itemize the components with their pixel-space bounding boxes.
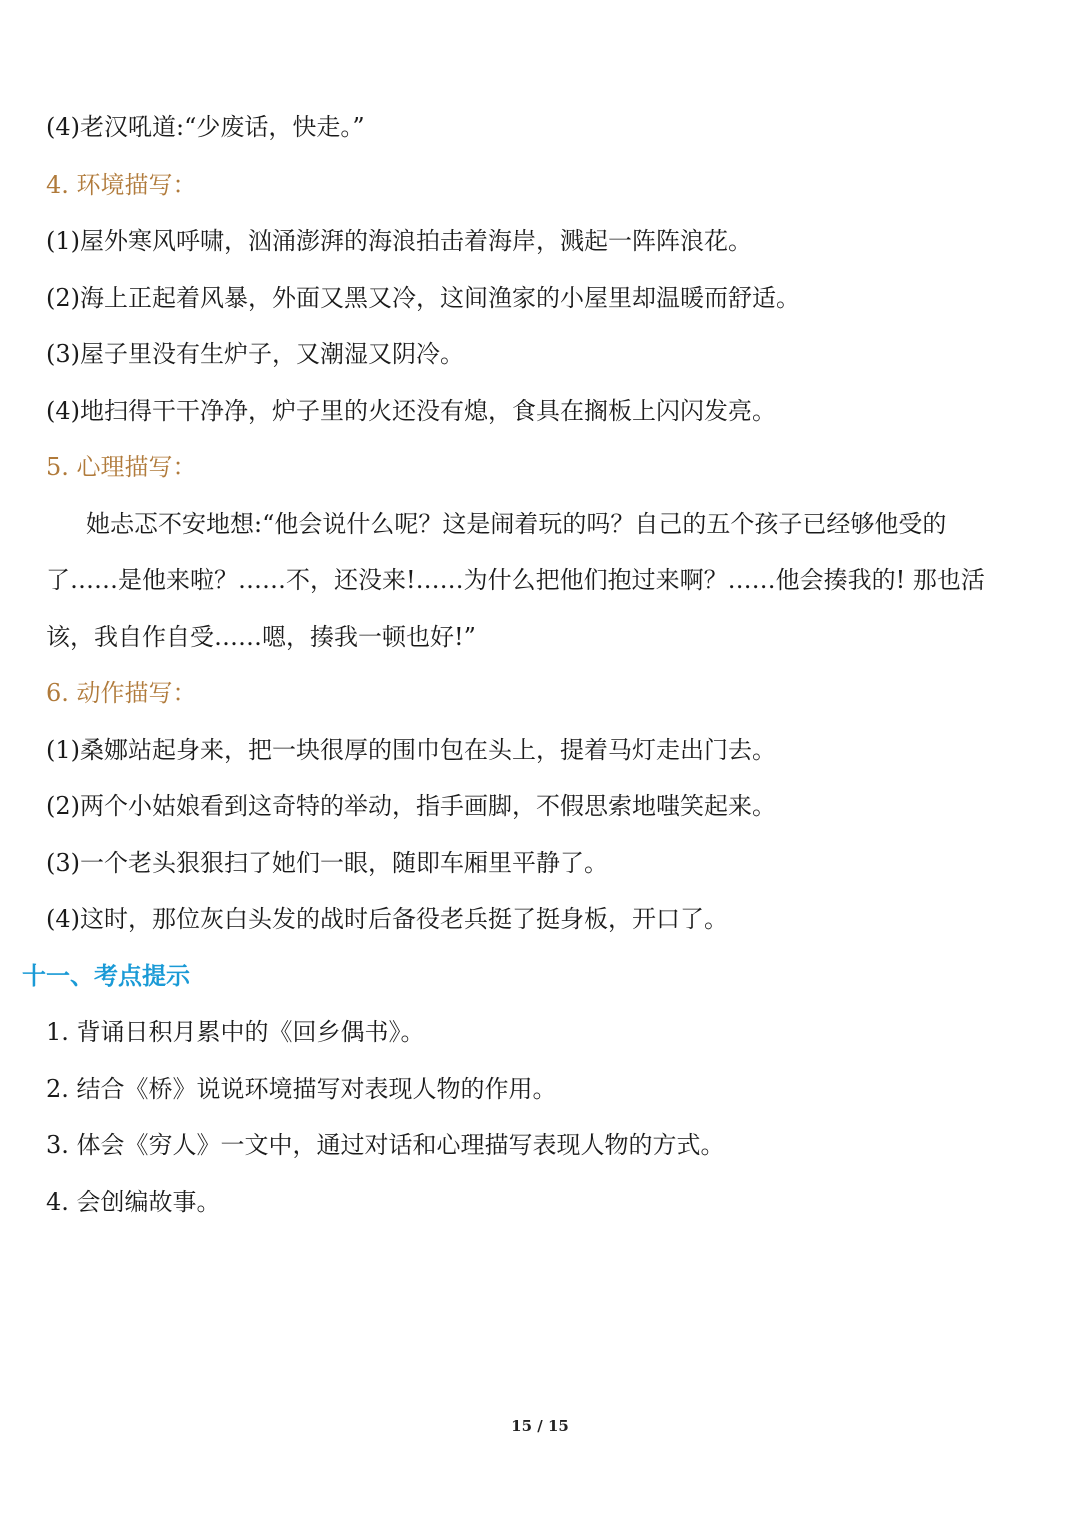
exam-tip-1: 1. 背诵日积月累中的《回乡偶书》。: [46, 1018, 425, 1046]
environment-heading: 4. 环境描写：: [46, 171, 197, 199]
environment-item-1: (1)屋外寒风呼啸，汹涌澎湃的海浪拍击着海岸，溅起一阵阵浪花。: [46, 227, 752, 255]
exam-tip-4: 4. 会创编故事。: [46, 1188, 221, 1216]
action-item-4: (4)这时，那位灰白头发的战时后备役老兵挺了挺身板，开口了。: [46, 905, 728, 933]
psychology-line-1: 她忐忑不安地想:“他会说什么呢？这是闹着玩的吗？自己的五个孩子已经够他受的: [86, 510, 947, 538]
environment-item-3: (3)屋子里没有生炉子，又潮湿又阴冷。: [46, 340, 464, 368]
psychology-heading: 5. 心理描写：: [46, 453, 197, 481]
action-item-3: (3)一个老头狠狠扫了她们一眼，随即车厢里平静了。: [46, 849, 608, 877]
action-item-1: (1)桑娜站起身来，把一块很厚的围巾包在头上，提着马灯走出门去。: [46, 736, 776, 764]
action-item-2: (2)两个小姑娘看到这奇特的举动，指手画脚，不假思索地嗤笑起来。: [46, 792, 776, 820]
dialogue-line-4: (4)老汉吼道:“少废话，快走。”: [46, 113, 365, 141]
environment-item-2: (2)海上正起着风暴，外面又黑又冷，这间渔家的小屋里却温暖而舒适。: [46, 284, 800, 312]
exam-tip-3: 3. 体会《穷人》一文中，通过对话和心理描写表现人物的方式。: [46, 1131, 725, 1159]
psychology-line-3: 该，我自作自受……嗯，揍我一顿也好!”: [46, 623, 476, 651]
action-heading: 6. 动作描写：: [46, 679, 197, 707]
section-heading-exam-tips: 十一、考点提示: [22, 962, 190, 990]
psychology-line-2: 了……是他来啦？……不，还没来!……为什么把他们抱过来啊？……他会揍我的! 那也活: [46, 566, 985, 594]
environment-item-4: (4)地扫得干干净净，炉子里的火还没有熄，食具在搁板上闪闪发亮。: [46, 397, 776, 425]
page-number: 15 / 15: [511, 1417, 569, 1435]
exam-tip-2: 2. 结合《桥》说说环境描写对表现人物的作用。: [46, 1075, 557, 1103]
